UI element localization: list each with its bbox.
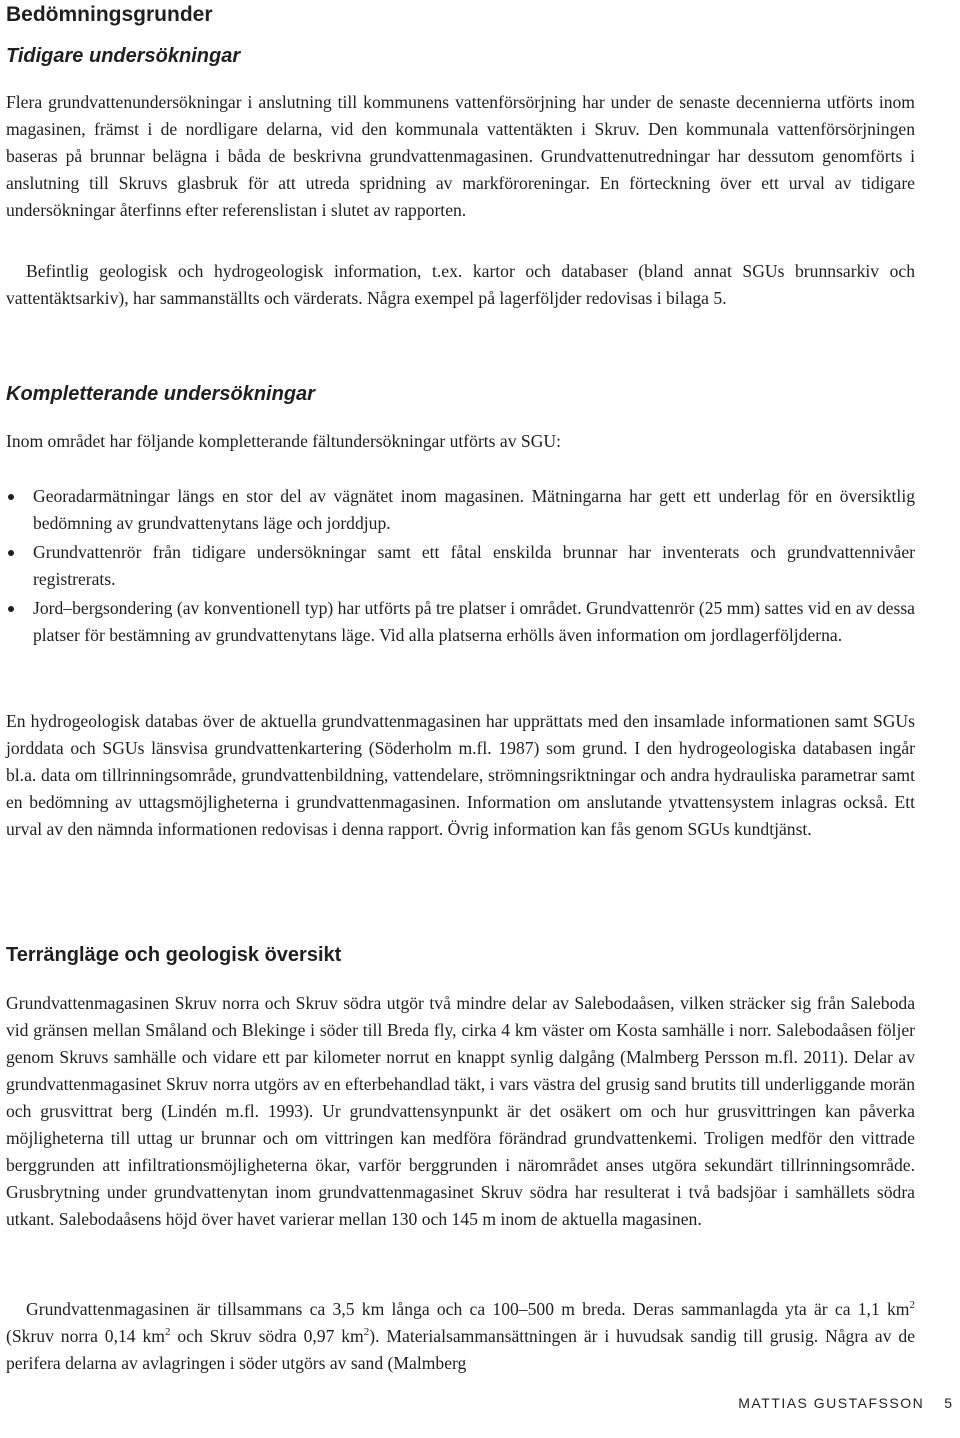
- bullet-list-field-studies: [6, 483, 915, 651]
- section-title-terrain-geology: Terrängläge och geologisk översikt: [6, 944, 342, 966]
- list-item-text: Georadarmätningar längs en stor del av vägnätet inom magasinen. Mätningarna har gett ett underlag för en översiktlig bedömning av grundvattenytans läge och jorddjup.: [33, 486, 915, 533]
- text-segment: ). Materialsammansättningen är i huvudsak sandig till grusig. Några av de perifera delarna av avlagringen i söder utgörs av sand (Malmberg: [6, 1326, 916, 1373]
- section-title-previous-studies: Tidigare undersökningar: [6, 45, 241, 67]
- list-item: [6, 483, 915, 537]
- bullet-icon: [8, 494, 14, 500]
- paragraph-magazine-dimensions: [6, 1296, 915, 1377]
- superscript: 2: [909, 1299, 915, 1311]
- paragraph-complementary-intro: Inom området har följande kompletterande fältundersökningar utförts av SGU:: [6, 431, 562, 451]
- list-item-text: Grundvattenrör från tidigare undersökningar samt ett fåtal enskilda brunnar har inventerats och grundvattennivåer registrerats.: [33, 542, 915, 589]
- paragraph-terrain-overview: Grundvattenmagasinen Skruv norra och Skruv södra utgör två mindre delar av Salebodaåsen, vilken sträcker sig från Saleboda vid gränsen mellan Småland och Blekinge i söder till Breda fly, cirka 4 km väster om Kosta samhälle i norr. Salebodaåsen följer genom Skruvs samhälle och vidare ett par kilometer norrut en knappt synlig dalgång (Malmberg Persson m.fl. 2011). Delar av grundvattenmagasinet Skruv norra utgörs av en efterbehandlad täkt, i vars västra del grusig sand brutits till underliggande morän och grusvittrat berg (Lindén m.fl. 1993). Ur grundvattensynpunkt är det osäkert om och hur grusvittringen kan påverka möjligheterna till uttag ur brunnar och om vittringen kan medföra förändrad grundvattenkemi. Troligen medför den vittrade berggrunden att infiltrationsmöjligheterna ökar, varför berggrunden i närområdet anses utgöra sekundärt tillrinningsområde. Grusbrytning under grundvattenytan inom grundvattenmagasinet Skruv södra har resulterat i två badsjöar i samhällets södra utkant. Salebodaåsens höjd över havet varierar mellan 130 och 145 m inom de aktuella magasinen.: [6, 993, 915, 1229]
- footer-author: MATTIAS GUSTAFSSON: [738, 1395, 925, 1411]
- main-heading: Bedömningsgrunder: [6, 3, 213, 26]
- paragraph-existing-information: Befintlig geologisk och hydrogeologisk information, t.ex. kartor och databaser (bland annat SGUs brunnsarkiv och vattentäktsarkiv), har sammanställts och värderats. Några exempel på lagerföljder redovisas i bilaga 5.: [6, 261, 915, 308]
- bullet-icon: [8, 606, 14, 612]
- paragraph-previous-studies: Flera grundvattenundersökningar i anslutning till kommunens vattenförsörjning har under de senaste decennierna utförts inom magasinen, främst i de nordligare delarna, vid den kommunala vattentäkten i Skruv. Den kommunala vattenförsörjningen baseras på brunnar belägna i båda de beskrivna grundvattenmagasinen. Grundvattenutredningar har dessutom genomförts i anslutning till Skruvs glasbruk för att utreda spridning av markföroreningar. En förteckning över ett urval av tidigare undersökningar återfinns efter referenslistan i slutet av rapporten.: [6, 92, 915, 220]
- list-item-text: Jord–bergsondering (av konventionell typ) har utförts på tre platser i området. Grundvattenrör (25 mm) sattes vid en av dessa platser för bestämning av grundvattenytans läge. Vid alla platserna erhölls även information om jordlagerföljderna.: [33, 598, 915, 645]
- superscript: 2: [164, 1326, 171, 1338]
- paragraph-hydrogeological-database: En hydrogeologisk databas över de aktuella grundvattenmagasinen har upprättats med den insamlade informationen samt SGUs jorddata och SGUs länsvisa grundvattenkartering (Söderholm m.fl. 1987) som grund. I den hydrogeologiska databasen ingår bl.a. data om tillrinningsområde, grundvattenbildning, vattendelare, strömningsriktningar och andra hydrauliska parametrar samt en bedömning av uttagsmöjligheterna i grundvattenmagasinen. Information om anslutande ytvattensystem inlagras också. Ett urval av den nämnda informationen redovisas i denna rapport. Övrig information kan fås genom SGUs kundtjänst.: [6, 711, 915, 839]
- list-item: [6, 539, 915, 593]
- bullet-icon: [8, 550, 14, 556]
- page-number: 5: [944, 1395, 952, 1411]
- text-segment: och Skruv södra 0,97 km: [170, 1326, 364, 1346]
- superscript: 2: [363, 1326, 370, 1338]
- section-title-complementary-studies: Kompletterande undersökningar: [6, 383, 315, 405]
- text-segment: (Skruv norra 0,14 km: [6, 1326, 165, 1346]
- page-footer: [738, 1395, 952, 1411]
- list-item: [6, 595, 915, 649]
- text-segment: Grundvattenmagasinen är tillsammans ca 3,5 km långa och ca 100–500 m breda. Deras sammanlagda yta är ca 1,1 km: [26, 1299, 910, 1319]
